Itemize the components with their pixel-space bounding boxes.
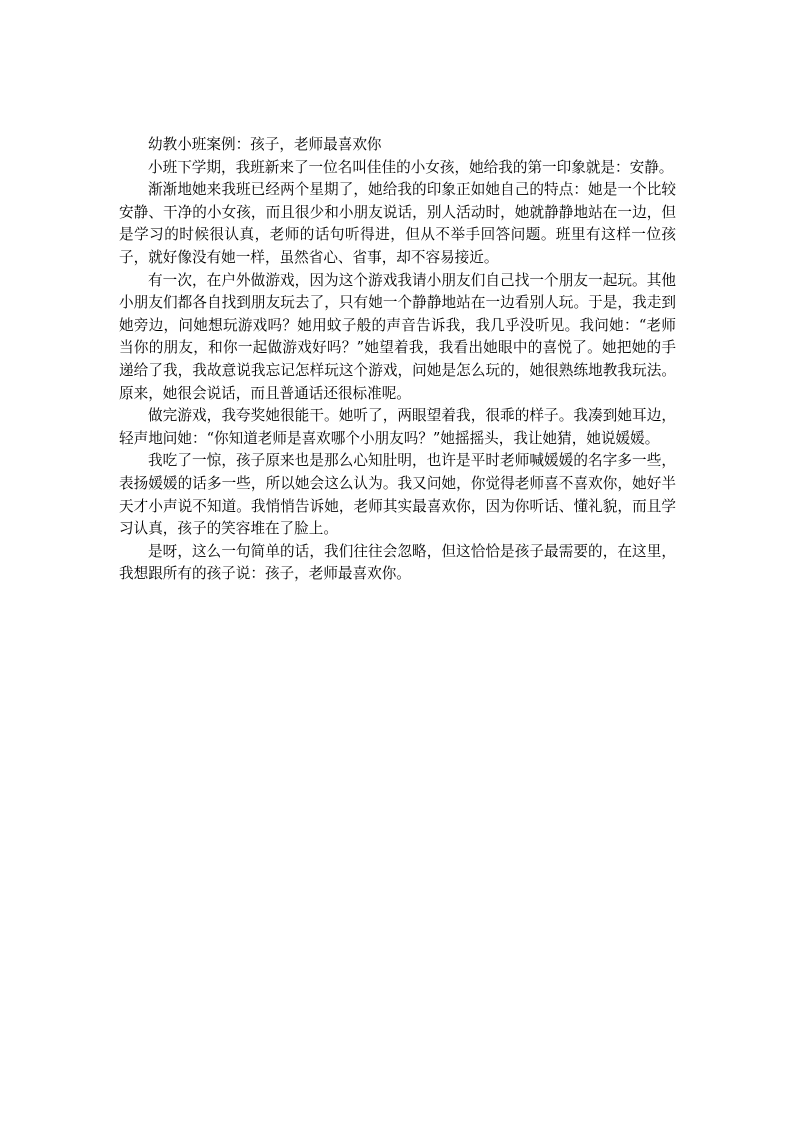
document-title: 幼教小班案例：孩子，老师最喜欢你	[148, 136, 382, 153]
paragraph-5: 我吃了一惊，孩子原来也是那么心知肚明，也许是平时老师喊媛媛的名字多一些，表扬媛媛的话多一些，所以她会这么认为。我又问她，你觉得老师喜不喜欢你，她好半天才小声说不知道。我悄悄告诉她，老师其实最喜欢你，因为你听话、懂礼貌，而且学习认真，孩子的笑容堆在了脸上。	[119, 452, 676, 538]
paragraph-2: 渐渐地她来我班已经两个星期了，她给我的印象正如她自己的特点：她是一个比较安静、干净的小女孩，而且很少和小朋友说话，别人活动时，她就静静地站在一边，但是学习的时候很认真，老师的话句听得进，但从不举手回答问题。班里有这样一位孩子，就好像没有她一样，虽然省心、省事，却不容易接近。	[119, 181, 676, 266]
document-body	[119, 134, 676, 586]
paragraph-1: 小班下学期，我班新来了一位名叫佳佳的小女孩，她给我的第一印象就是：安静。	[148, 158, 674, 176]
paragraph-4: 做完游戏，我夸奖她很能干。她听了，两眼望着我，很乖的样子。我凑到她耳边，轻声地问她：“你知道老师是喜欢哪个小朋友吗？”她摇摇头，我让她猜，她说媛媛。	[119, 407, 676, 447]
paragraph-6: 是呀，这么一句简单的话，我们往往会忽略，但这恰恰是孩子最需要的，在这里，我想跟所有的孩子说：孩子，老师最喜欢你。	[119, 542, 676, 583]
paragraph-3: 有一次，在户外做游戏，因为这个游戏我请小朋友们自己找一个朋友一起玩。其他小朋友们都各自找到朋友玩去了，只有她一个静静地站在一边看别人玩。于是，我走到她旁边，问她想玩游戏吗？她用蚊子般的声音告诉我，我几乎没听见。我问她：“老师当你的朋友，和你一起做游戏好吗？”她望着我，我看出她眼中的喜悦了。她把她的手递给了我，我故意说我忘记怎样玩这个游戏，问她是怎么玩的，她很熟练地教我玩法。原来，她很会说话，而且普通话还很标准呢。	[119, 271, 676, 402]
